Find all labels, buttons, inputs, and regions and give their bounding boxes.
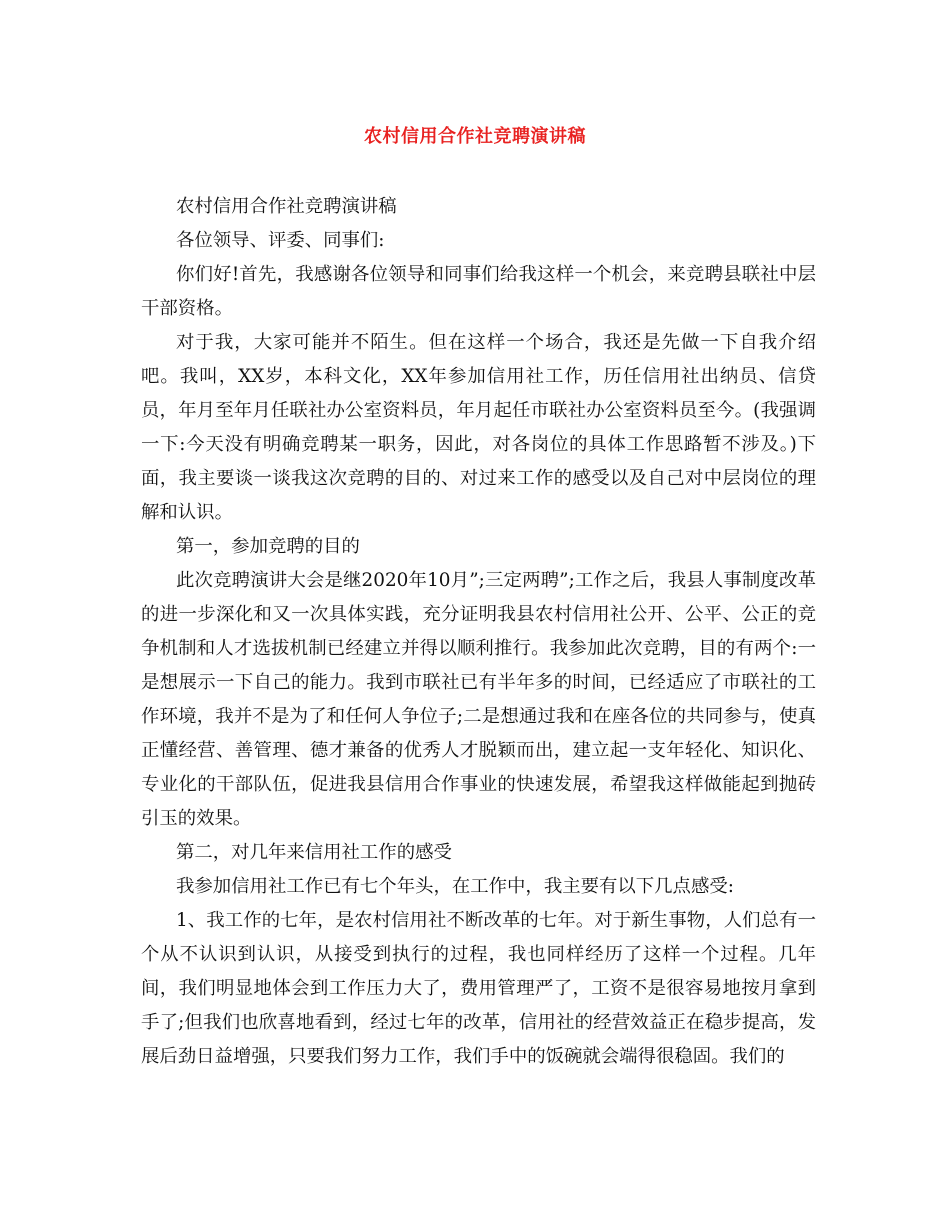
paragraph-heading-repeat: 农村信用合作社竞聘演讲稿	[176, 196, 397, 217]
paragraph-salutation: 各位领导、评委、同事们:	[176, 230, 385, 251]
document-title: 农村信用合作社竞聘演讲稿	[364, 126, 586, 147]
document-body	[141, 190, 816, 1074]
paragraph-self-introduction: 对于我，大家可能并不陌生。但在这样一个场合，我还是先做一下自我介绍吧。我叫，XX岁，本科文化，XX年参加信用社工作，历任信用社出纳员、信贷员，年月至年月任联社办公室资料员，年月起任市联社办公室资料员至今。(我强调一下:今天没有明确竞聘某一职务，因此，对各岗位的具体工作思路暂不涉及。)下面，我主要谈一谈我这次竞聘的目的、对过来工作的感受以及自己对中层岗位的理解和认识。	[141, 332, 816, 523]
paragraph-purpose: 此次竞聘演讲大会是继2020年10月”;三定两聘”;工作之后，我县人事制度改革的进一步深化和又一次具体实践，充分证明我县农村信用社公开、公平、公正的竞争机制和人才选拔机制已经建立并得以顺利推行。我参加此次竞聘，目的有两个:一是想展示一下自己的能力。我到市联社已有半年多的时间，已经适应了市联社的工作环境，我并不是为了和任何人争位子;二是想通过我和在座各位的共同参与，使真正懂经营、善管理、德才兼备的优秀人才脱颖而出，建立起一支年轻化、知识化、专业化的干部队伍，促进我县信用合作事业的快速发展，希望我这样做能起到抛砖引玉的效果。	[141, 570, 816, 829]
paragraph-greeting: 你们好!首先，我感谢各位领导和同事们给我这样一个机会，来竞聘县联社中层干部资格。	[141, 264, 816, 319]
section-heading-purpose: 第一，参加竞聘的目的	[176, 536, 360, 557]
section-heading-feelings: 第二，对几年来信用社工作的感受	[176, 842, 452, 863]
paragraph-feeling-one: 1、我工作的七年，是农村信用社不断改革的七年。对于新生事物，人们总有一个从不认识到认识，从接受到执行的过程，我也同样经历了这样一个过程。几年间，我们明显地体会到工作压力大了，费用管理严了，工资不是很容易地按月拿到手了;但我们也欣喜地看到，经过七年的改革，信用社的经营效益正在稳步提高，发展后劲日益增强，只要我们努力工作，我们手中的饭碗就会端得很稳固。我们的	[141, 910, 816, 1067]
paragraph-feelings-intro: 我参加信用社工作已有七个年头，在工作中，我主要有以下几点感受:	[176, 876, 734, 897]
